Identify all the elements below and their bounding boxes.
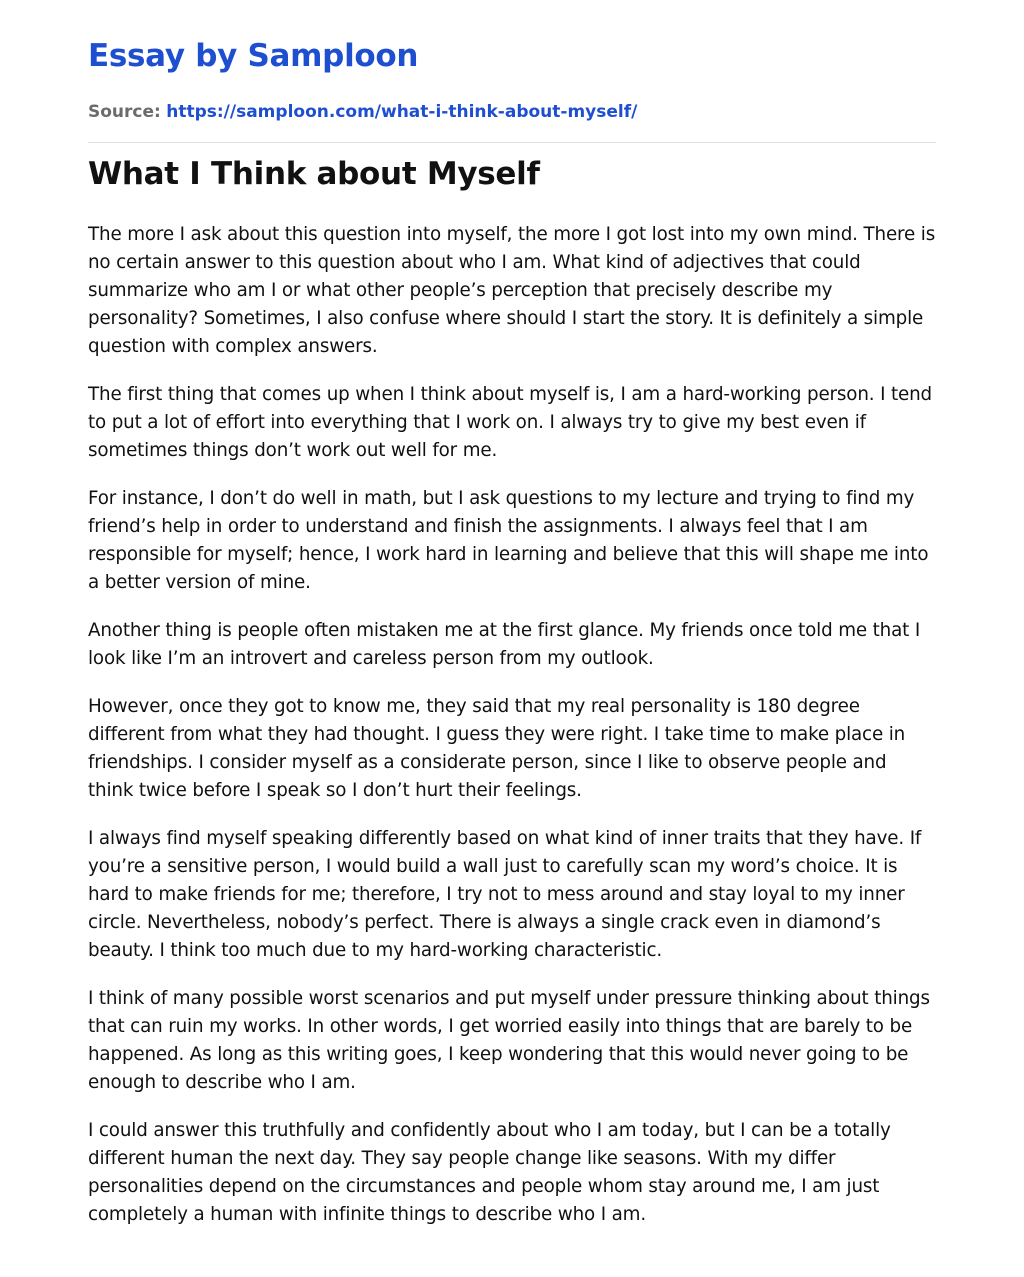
source-label: Source: — [88, 102, 161, 122]
source-line — [88, 102, 637, 122]
essay-paragraph-7: I think of many possible worst scenarios and put myself under pressure thinking about things that can ruin my works. In other words, I get worried easily into things that are barely to be happened. As long as this writing goes, I keep wondering that this would never going to be enough to describe who I am. — [88, 988, 930, 1093]
essay-paragraph-3: For instance, I don’t do well in math, but I ask questions to my lecture and trying to find my friend’s help in order to understand and finish the assignments. I always feel that I am responsible for myself; hence, I work hard in learning and believe that this will shape me into a better version of mine. — [88, 488, 929, 593]
essay-paragraph-4: Another thing is people often mistaken me at the first glance. My friends once told me that I look like I’m an introvert and careless person from my outlook. — [88, 620, 921, 669]
essay-body — [88, 221, 936, 1249]
essay-paragraph-5: However, once they got to know me, they said that my real personality is 180 degree different from what they had thought. I guess they were right. I take time to make place in friendships. I consider myself as a considerate person, since I like to observe people and think twice before I speak so I don’t hurt their feelings. — [88, 696, 906, 801]
essay-title: What I Think about Myself — [88, 156, 540, 192]
essay-paragraph-6: I always find myself speaking differently based on what kind of inner traits that they have. If you’re a sensitive person, I would build a wall just to carefully scan my word’s choice. It is hard to make friends for me; therefore, I try not to mess around and stay loyal to my inner circle. Nevertheless, nobody’s perfect. There is always a single crack even in diamond’s beauty. I think too much due to my hard-working characteristic. — [88, 828, 922, 961]
essay-paragraph-2: The first thing that comes up when I think about myself is, I am a hard-working person. I tend to put a lot of effort into everything that I work on. I always try to give my best even if sometimes things don’t work out well for me. — [88, 384, 932, 461]
essay-paragraph-8: I could answer this truthfully and confidently about who I am today, but I can be a totally different human the next day. They say people change like seasons. With my differ personalities depend on the circumstances and people whom stay around me, I am just completely a human with infinite things to describe who I am. — [88, 1120, 891, 1225]
essay-paragraph-1: The more I ask about this question into myself, the more I got lost into my own mind. There is no certain answer to this question about who I am. What kind of adjectives that could summarize who am I or what other people’s perception that precisely describe my personality? Sometimes, I also confuse where should I start the story. It is definitely a simple question with complex answers. — [88, 224, 936, 357]
brand-title: Essay by Samploon — [88, 38, 419, 74]
header-divider — [88, 142, 936, 143]
source-link[interactable]: https://samploon.com/what-i-think-about-myself/ — [166, 102, 638, 122]
